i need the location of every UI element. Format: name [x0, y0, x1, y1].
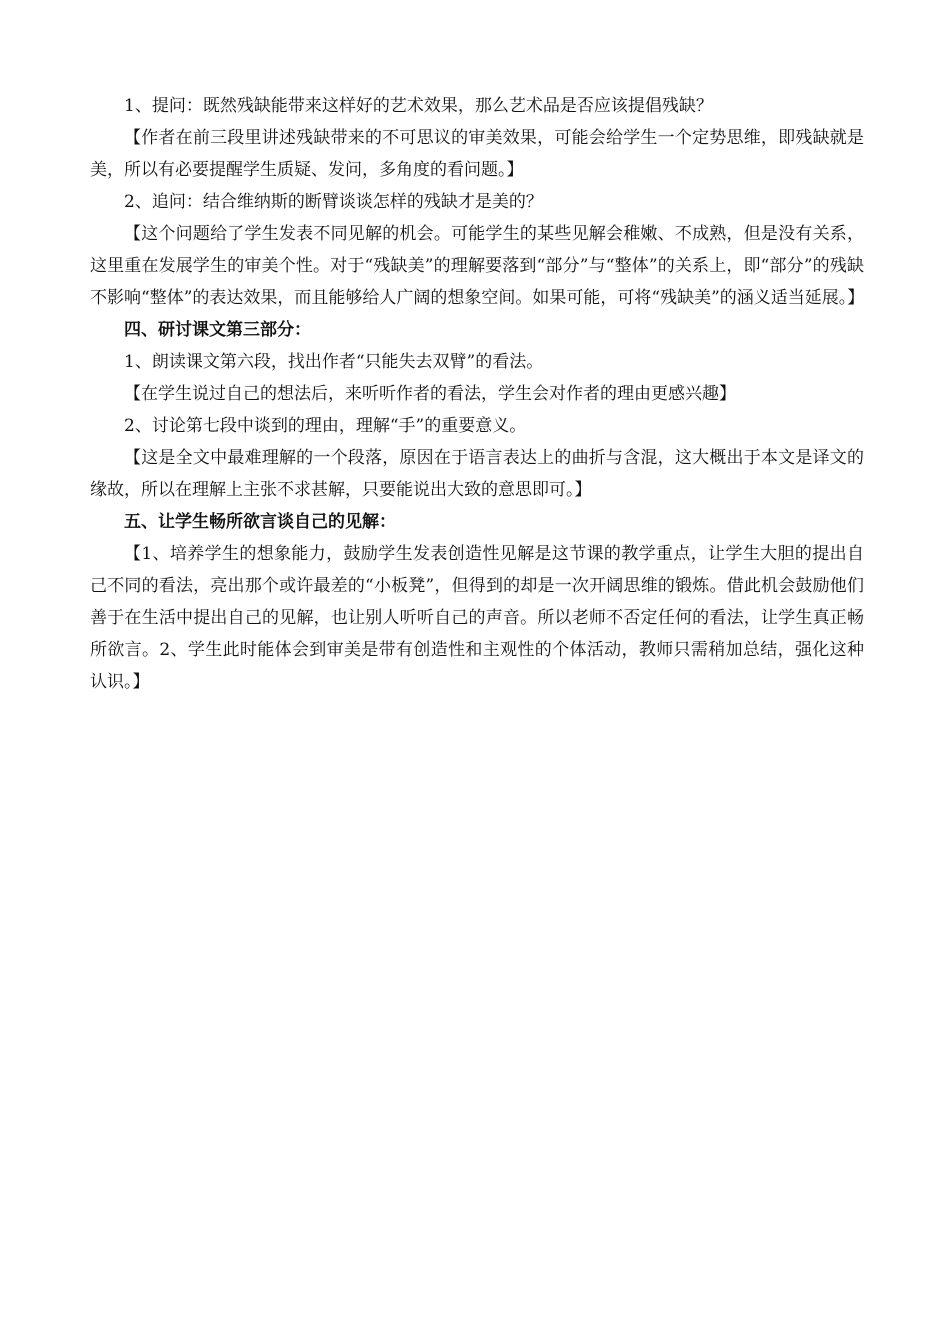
- task-4-2: 2、讨论第七段中谈到的理由，理解“手”的重要意义。: [124, 416, 527, 436]
- question-1: 1、提问：既然残缺能带来这样好的艺术效果，那么艺术品是否应该提倡残缺？: [124, 96, 713, 116]
- document-body: [90, 90, 864, 698]
- section-heading-5: 五、让学生畅所欲言谈自己的见解：: [124, 512, 396, 532]
- note-4-2: 【这是全文中最难理解的一个段落，原因在于语言表达上的曲折与含混，这大概出于本文是译文的缘故，所以在理解上主张不求甚解，只要能说出大致的意思即可。】: [90, 448, 864, 500]
- section-heading-4: 四、研讨课文第三部分：: [124, 320, 311, 340]
- note-1: 【作者在前三段里讲述残缺带来的不可思议的审美效果，可能会给学生一个定势思维，即残缺就是美，所以有必要提醒学生质疑、发问，多角度的看问题。】: [90, 128, 864, 180]
- note-2: 【这个问题给了学生发表不同见解的机会。可能学生的某些见解会稚嫩、不成熟，但是没有关系，这里重在发展学生的审美个性。对于“残缺美”的理解要落到“部分”与“整体”的关系上，即“部分”的残缺不影响“整体”的表达效果，而且能够给人广阔的想象空间。如果可能，可将“残缺美”的涵义适当延展。】: [90, 224, 865, 308]
- question-2: 2、追问：结合维纳斯的断臂谈谈怎样的残缺才是美的？: [124, 192, 543, 212]
- task-4-1: 1、朗读课文第六段，找出作者“只能失去双臂”的看法。: [124, 352, 544, 372]
- note-5: 【1、培养学生的想象能力，鼓励学生发表创造性见解是这节课的教学重点，让学生大胆的提出自己不同的看法，亮出那个或许最差的“小板凳”，但得到的却是一次开阔思维的锻炼。借此机会鼓励他们善于在生活中提出自己的见解，也让别人听听自己的声音。所以老师不否定任何的看法，让学生真正畅所欲言。2、学生此时能体会到审美是带有创造性和主观性的个体活动，教师只需稍加总结，强化这种认识。】: [90, 544, 864, 692]
- note-4-1: 【在学生说过自己的想法后，来听听作者的看法，学生会对作者的理由更感兴趣】: [124, 384, 736, 404]
